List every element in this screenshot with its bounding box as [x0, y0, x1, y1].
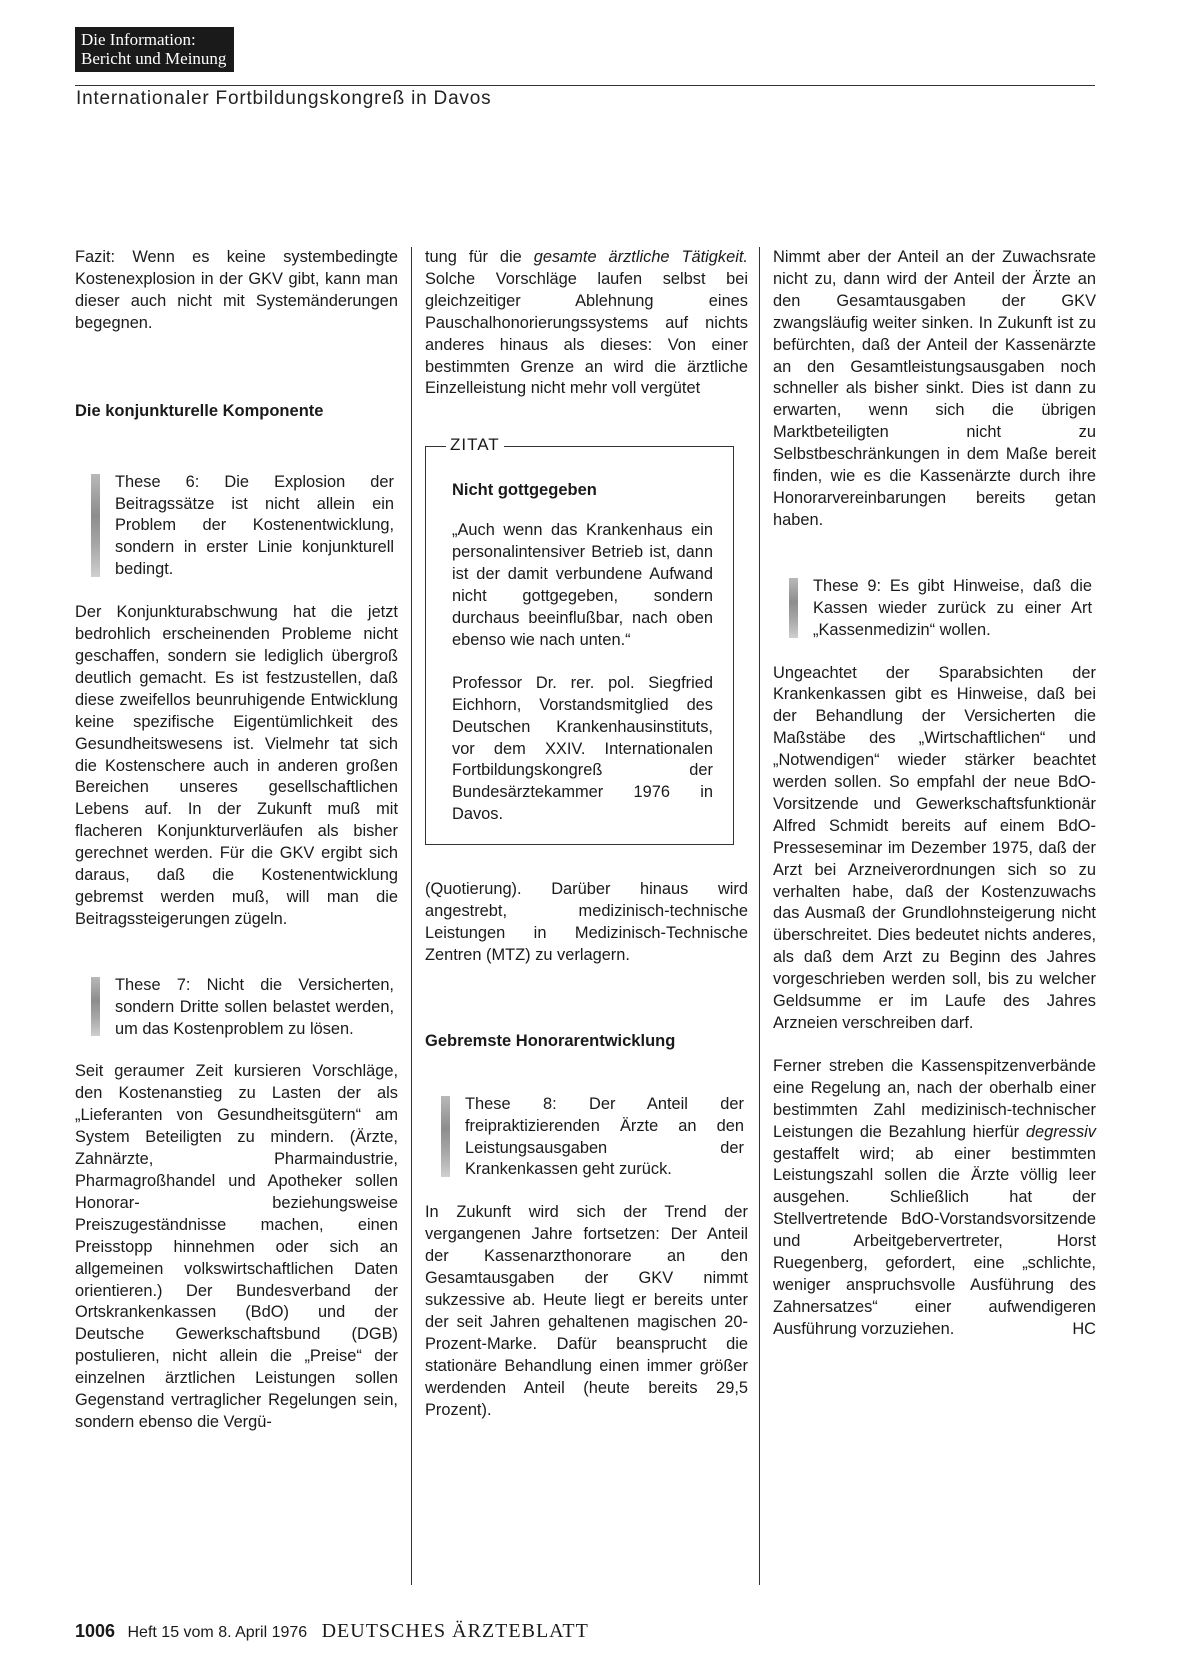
- section-tag-line2: Bericht und Meinung: [81, 49, 227, 68]
- thesis-9-text: These 9: Es gibt Hinweise, daß die Kassen wieder zurück zu einer Art „Kassenmedizin“ wollen.: [813, 576, 1092, 639]
- thesis-marker-bar: [441, 1096, 450, 1178]
- author-initials: HC: [1072, 1319, 1096, 1338]
- paragraph-konjunktur: Der Konjunkturabschwung hat die jetzt bedrohlich erscheinenden Probleme nicht geschaffen, sondern sie lediglich übergroß deutlich gemacht. Es ist festzustellen, daß diese zweifellos beunruhigende Entwicklung keine spezifische Eigentümlichkeit des Gesundheitswesens ist. Vielmehr tat sich die Kostenschere auch in anderen großen Bereichen unseres gesellschaftlichen Lebens auf. In der Zukunft muß mit flacheren Konjunkturverläufen als bisher gerechnet werden. Für die GKV ergibt sich daraus, daß die Kostenentwicklung gebremst werden muß, will man die Beitragssteigerungen zügeln.: [75, 603, 398, 928]
- paragraph-verguetung-a: tung für die: [425, 248, 534, 266]
- section-tag-line1: Die Information:: [81, 30, 196, 49]
- paragraph-verguetung: [425, 247, 748, 400]
- column-3: [773, 247, 1096, 1341]
- heading-konjunkturelle-komponente: Die konjunkturelle Komponente: [75, 401, 324, 420]
- quote-text: „Auch wenn das Krankenhaus ein personalintensiver Betrieb ist, dann ist der damit verbundene Aufwand nicht gottgegeben, sondern durchaus beeinflußbar, nach oben ebenso wie nach unten.“: [452, 521, 713, 649]
- emphasis-degressiv: degressiv: [1025, 1122, 1096, 1141]
- paragraph-ferner-a: Ferner streben die Kassenspitzenverbände eine Regelung an, nach der oberhalb einer bestimmten Zahl medizinisch-technischer Leistungen die Bezahlung hierfür: [773, 1056, 1096, 1141]
- page-number: 1006: [75, 1621, 116, 1641]
- thesis-marker-bar: [789, 578, 798, 638]
- thesis-6-text: These 6: Die Explosion der Beitragssätze ist nicht allein ein Problem der Kostenentwicklung, sondern in erster Linie konjunkturell bedingt.: [115, 472, 394, 579]
- column-2: [425, 247, 748, 1421]
- thesis-6: [75, 472, 398, 582]
- heading-gebremste-honorarentwicklung: Gebremste Honorarentwicklung: [425, 1031, 676, 1050]
- page-title: Internationaler Fortbildungskongreß in Davos: [76, 88, 492, 109]
- paragraph-ferner: [773, 1056, 1096, 1341]
- journal-name: DEUTSCHES ÄRZTEBLATT: [321, 1620, 589, 1642]
- paragraph-in-zukunft: In Zukunft wird sich der Trend der vergangenen Jahre fortsetzen: Der Anteil der Kassenarzthonorare an den Gesamtausgaben der GKV nimmt sukzessive ab. Heute liegt er bereits unter der seit Jahren gehaltenen magischen 20-Prozent-Marke. Dafür beansprucht die stationäre Behandlung einen immer größer werdenden Anteil (heute bereits 29,5 Prozent).: [425, 1203, 748, 1419]
- quote-source: Professor Dr. rer. pol. Siegfried Eichhorn, Vorstandsmitglied des Deutschen Krankenhausinstituts, vor dem XXIV. Internationalen Fortbildungskongreß der Bundesärztekammer 1976 in Davos.: [452, 673, 713, 824]
- column-divider-1: [411, 247, 412, 1585]
- thesis-8: [425, 1094, 748, 1182]
- paragraph-verguetung-b: Solche Vorschläge laufen selbst bei gleichzeitiger Ablehnung eines Pauschalhonorierungssystems auf nichts anderes hinaus als dieses: Von einer bestimmten Grenze an wird die ärztliche Einzelleistung nicht mehr voll vergütet: [425, 269, 748, 398]
- thesis-8-text: These 8: Der Anteil der freipraktizierenden Ärzte an den Leistungsausgaben der Krankenkassen geht zurück.: [465, 1094, 744, 1179]
- column-1: [75, 247, 398, 1434]
- paragraph-quotierung: (Quotierung). Darüber hinaus wird angestrebt, medizinisch-technische Leistungen in Medizinisch-Technische Zentren (MTZ) zu verlagern.: [425, 880, 748, 964]
- thesis-7: [75, 975, 398, 1041]
- emphasis-gesamte-taetigkeit: gesamte ärztliche Tätigkeit.: [533, 248, 748, 266]
- column-divider-2: [759, 247, 760, 1585]
- thesis-marker-bar: [91, 977, 100, 1037]
- paragraph-ferner-b: gestaffelt wird; ab einer bestimmten Leistungszahl sollen die Ärzte völlig leer ausgehen. Schließlich hat der Stellvertretende BdO-Vorstandsvorsitzende und Arbeitgebervertreter, Horst Ruegenberg, gefordert, eine „schlichte, weniger anspruchsvolle Ausführung des Zahnersatzes“ einer aufwendigeren Ausführung vorzuziehen.: [773, 1144, 1096, 1338]
- quote-heading: Nicht gottgegeben: [452, 481, 597, 500]
- page-footer: [75, 1620, 589, 1643]
- paragraph-nimmt-aber: Nimmt aber der Anteil an der Zuwachsrate nicht zu, dann wird der Anteil der Ärzte an den Gesamtausgaben der GKV zwangsläufig weiter sinken. In Zukunft ist zu befürchten, daß der Anteil der Kassenärzte an den Gesamtleistungsausgaben noch schneller als bisher sinkt. Dies ist dann zu erwarten, wenn sich die übrigen Marktbeteiligten nicht zu Selbstbeschränkungen in dem Maße bereit finden, wie es die Kassenärzte durch ihre Honorarvereinbarungen bereits getan haben.: [773, 248, 1096, 529]
- thesis-9: [773, 576, 1096, 642]
- thesis-marker-bar: [91, 474, 100, 578]
- paragraph-fazit: Fazit: Wenn es keine systembedingte Kostenexplosion in der GKV gibt, kann man dieser auch nicht mit Systemänderungen begegnen.: [75, 248, 398, 332]
- header-rule: [75, 85, 1095, 86]
- issue-info: Heft 15 vom 8. April 1976: [127, 1624, 308, 1641]
- paragraph-ungeachtet: Ungeachtet der Sparabsichten der Krankenkassen gibt es Hinweise, daß bei der Behandlung der Versicherten die Maßstäbe des „Wirtschaftlichen“ und „Notwendigen“ wieder stärker beachtet werden sollen. So empfahl der neue BdO-Vorsitzende und Gewerkschaftsfunktionär Alfred Schmidt bereits auf einem BdO-Presseseminar im Dezember 1975, daß der Arzt bei Arzneiverordnungen sich so zu verhalten habe, daß der Kostenzuwachs das Ausmaß der Grundlohnsteigerung nicht überschreitet. Dies bedeutet nichts anderes, als daß dem Arzt zu Beginn des Jahres vorgeschrieben werden soll, bis zu welcher Geldsumme er im Laufe des Jahres Arzneien verschreiben darf.: [773, 663, 1096, 1032]
- quote-box: [425, 435, 734, 845]
- section-tag: [75, 27, 234, 72]
- thesis-7-text: These 7: Nicht die Versicherten, sondern Dritte sollen belastet werden, um das Kostenproblem zu lösen.: [115, 975, 394, 1038]
- paragraph-seit-geraumer-zeit: Seit geraumer Zeit kursieren Vorschläge, den Kostenanstieg zu Lasten der als „Lieferanten von Gesundheitsgütern“ am System Beteiligten zu mindern. (Ärzte, Zahnärzte, Pharmaindustrie, Pharmagroßhandel und Apotheker sollen Honorar- beziehungsweise Preiszugeständnisse machen, einen Preisstopp hinnehmen oder sich an allgemeinen volkswirtschaftlichen Daten orientieren.) Der Bundesverband der Ortskrankenkassen (BdO) und der Deutsche Gewerkschaftsbund (DGB) postulieren, nicht allein die „Preise“ der einzelnen ärztlichen Leistungen sollen Gegenstand vertraglicher Regelungen sein, sondern ebenso die Vergü-: [75, 1062, 398, 1431]
- quote-box-label: ZITAT: [446, 435, 504, 455]
